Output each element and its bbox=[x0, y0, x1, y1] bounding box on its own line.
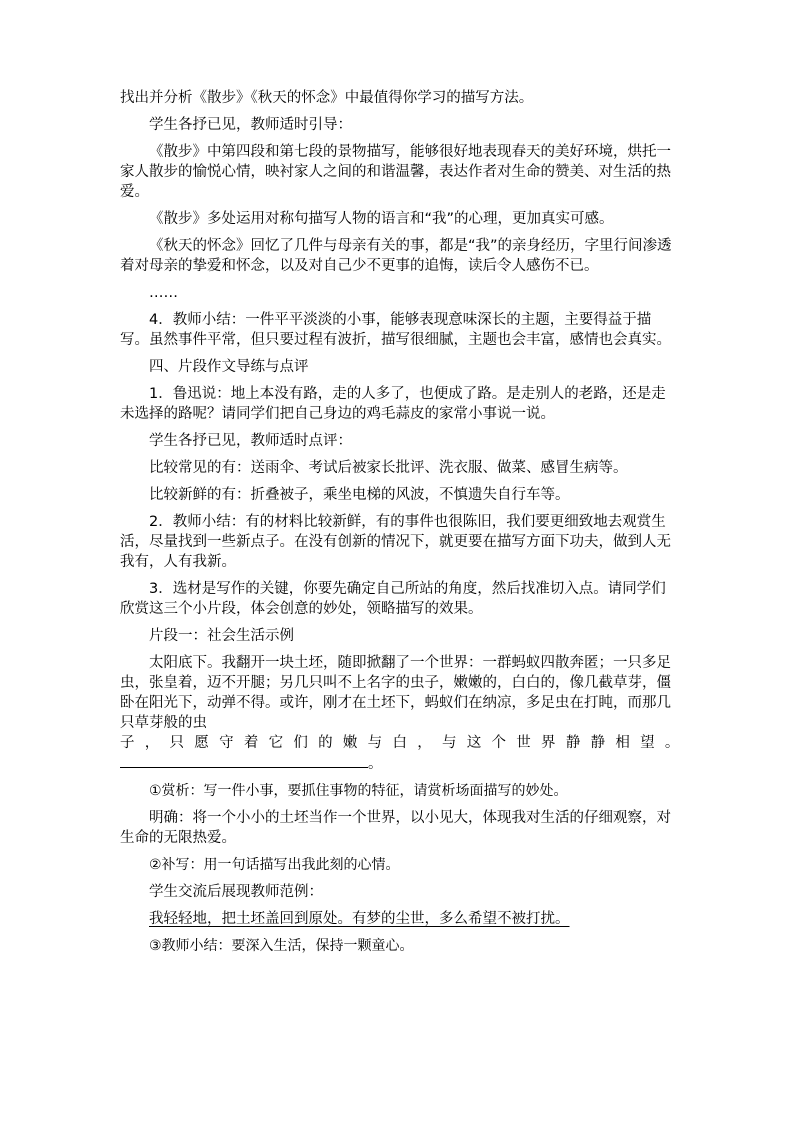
paragraph: 比较常见的有：送雨伞、考试后被家长批评、洗衣服、做菜、感冒生病等。 bbox=[149, 460, 628, 476]
paragraph: 找出并分析《散步》《秋天的怀念》中最值得你学习的描写方法。 bbox=[120, 90, 534, 106]
document-page bbox=[120, 88, 680, 963]
fragment-title: 片段一：社会生活示例 bbox=[149, 628, 294, 644]
paragraph: 学生各抒已见，教师适时点评： bbox=[149, 433, 352, 449]
paragraph: 2．教师小结：有的材料比较新鲜，有的事件也很陈旧，我们要更细致地去观赏生活，尽量找到一些新点子。在没有创新的情况下，就更要在描写方面下功夫，做到人无我有，人有我新。 bbox=[120, 514, 671, 570]
teacher-summary-3: ③教师小结：要深入生活，保持一颗童心。 bbox=[149, 938, 414, 954]
teacher-example-sentence: 我轻轻地，把土坯盖回到原处。有梦的尘世，多么希望不被打扰。 bbox=[149, 911, 570, 927]
paragraph: 1．鲁迅说：地上本没有路，走的人多了，也便成了路。是走别人的老路，还是走未选择的路呢？请同学们把自己身边的鸡毛蒜皮的家常小事说一说。 bbox=[120, 386, 666, 422]
fragment-text: 太阳底下。我翻开一块土坯，随即掀翻了一个世界：一群蚂蚁四散奔匿；一只多足虫，张皇着，迈不开腿；另几只叫不上名字的虫子，嫩嫩的，白白的，像几截草芽，僵卧在阳光下，动弹不得。或许，刚才在土坯下，蚂蚁们在纳凉，多足虫在打盹，而那几只草芽般的虫 bbox=[120, 655, 671, 731]
paragraph: 《秋天的怀念》回忆了几件与母亲有关的事，都是“我”的亲身经历，字里行间渗透着对母亲的挚爱和怀念，以及对自己少不更事的追悔，读后令人感伤不已。 bbox=[120, 238, 672, 274]
section-heading: 四、片段作文导练与点评 bbox=[149, 359, 309, 375]
blank-end-mark: 。 bbox=[368, 756, 383, 772]
question-appreciation: ①赏析：写一件小事，要抓住事物的特征，请赏析场面描写的妙处。 bbox=[149, 783, 568, 799]
paragraph: 《散步》多处运用对称句描写人物的语言和“我”的心理，更加真实可感。 bbox=[149, 211, 614, 227]
fill-in-blank-line bbox=[120, 753, 680, 774]
question-supplement: ②补写：用一句话描写出我此刻的心情。 bbox=[149, 857, 400, 873]
paragraph: 《散步》中第四段和第七段的景物描写，能够很好地表现春天的美好环境，烘托一家人散步的愉悦心情，映衬家人之间的和谐温馨，表达作者对生命的赞美、对生活的热爱。 bbox=[120, 144, 671, 200]
paragraph: 3．选材是写作的关键，你要先确定自己所站的角度，然后找准切入点。请同学们欣赏这三个小片段，体会创意的妙处，领略描写的效果。 bbox=[120, 581, 666, 617]
ellipsis-line: …… bbox=[149, 285, 178, 301]
answer-text: 明确：将一个小小的土坯当作一个世界，以小见大，体现我对生活的仔细观察，对生命的无限热爱。 bbox=[120, 810, 671, 846]
paragraph: 学生各抒已见，教师适时引导： bbox=[149, 117, 352, 133]
fragment-text-last-line: 子，只愿守着它们的嫩与白，与这个世界静静相望。 bbox=[120, 735, 680, 751]
blank-line bbox=[120, 753, 368, 768]
paragraph: 学生交流后展现教师范例： bbox=[149, 884, 323, 900]
paragraph: 比较新鲜的有：折叠被子，乘坐电梯的风波，不慎遗失自行车等。 bbox=[149, 487, 570, 503]
teacher-summary: 4．教师小结：一件平平淡淡的小事，能够表现意味深长的主题，主要得益于描写。虽然事件平常，但只要过程有波折，描写很细腻，主题也会丰富，感情也会真实。 bbox=[120, 312, 671, 348]
